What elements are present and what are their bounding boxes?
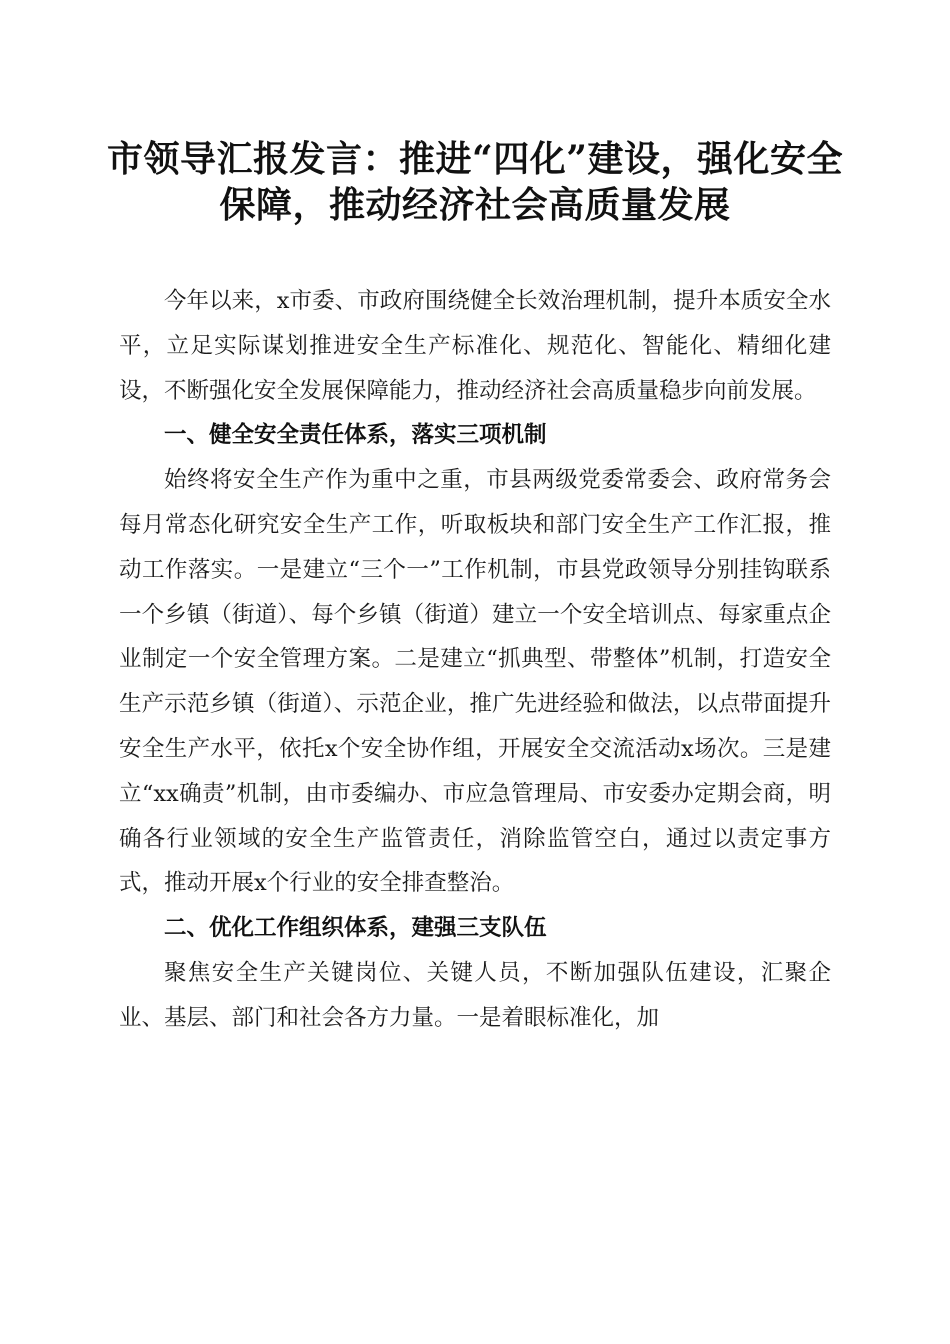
document-title: 市领导汇报发言：推进“四化”建设，强化安全保障，推动经济社会高质量发展	[107, 138, 843, 226]
section-1-paragraph: 始终将安全生产作为重中之重，市县两级党委常委会、政府常务会每月常态化研究安全生产工作，听取板块和部门安全生产工作汇报，推动工作落实。一是建立“三个一”工作机制，市县党政领导分别挂钩联系一个乡镇（街道）、每个乡镇（街道）建立一个安全培训点、每家重点企业制定一个安全管理方案。二是建立“抓典型、带整体”机制，打造安全生产示范乡镇（街道）、示范企业，推广先进经验和做法，以点带面提升安全生产水平，依托x个安全协作组，开展安全交流活动x场次。三是建立“xx确责”机制，由市委编办、市应急管理局、市安委办定期会商，明确各行业领域的安全生产监管责任，消除监管空白，通过以责定事方式，推动开展x个行业的安全排查整治。	[119, 467, 831, 897]
section-2-paragraph: 聚焦安全生产关键岗位、关键人员，不断加强队伍建设，汇聚企业、基层、部门和社会各方力量。一是着眼标准化，加	[119, 959, 831, 1031]
intro-paragraph: 今年以来，x市委、市政府围绕健全长效治理机制，提升本质安全水平，立足实际谋划推进安全生产标准化、规范化、智能化、精细化建设，不断强化安全发展保障能力，推动经济社会高质量稳步向前发展。	[119, 288, 831, 404]
section-2-heading: 二、优化工作组织体系，建强三支队伍	[164, 915, 547, 942]
section-1-heading: 一、健全安全责任体系，落实三项机制	[164, 422, 547, 449]
document-body	[119, 279, 831, 1041]
